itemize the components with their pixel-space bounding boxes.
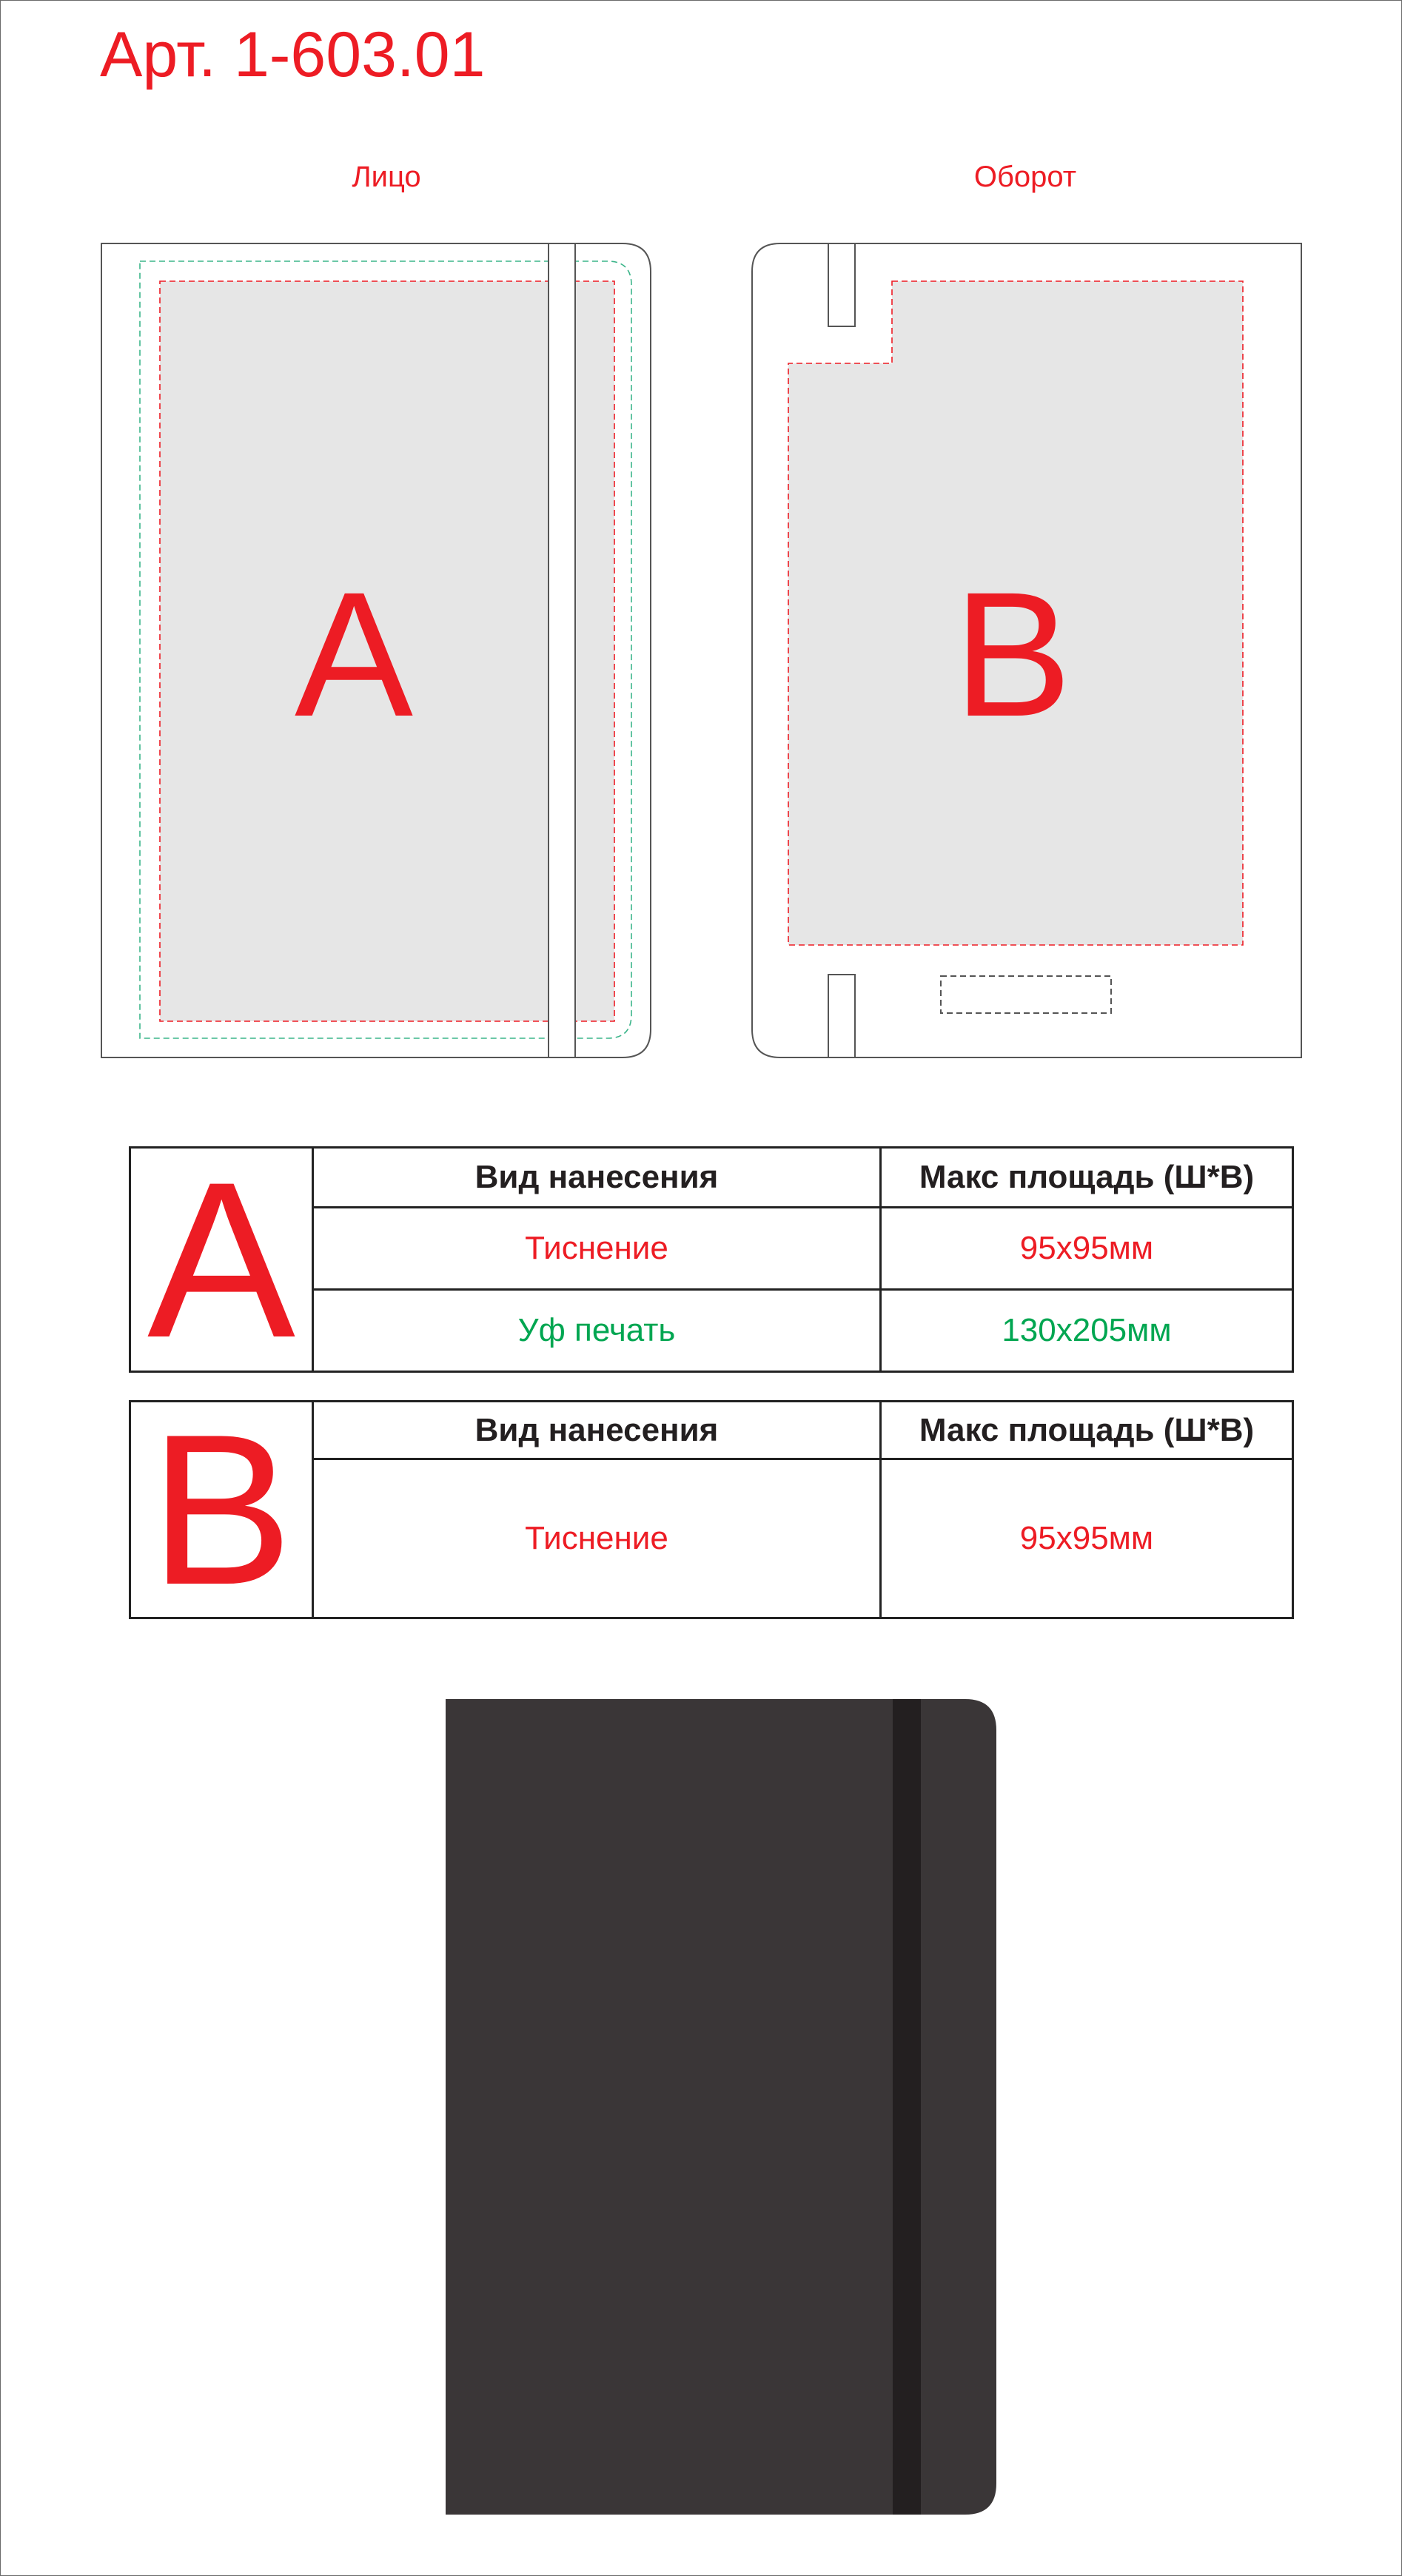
table-a-method-uv-print: Уф печать: [313, 1289, 881, 1371]
back-view-diagram: [751, 242, 1303, 1059]
front-zone-letter: A: [294, 555, 414, 753]
back-view-label: Оборот: [973, 161, 1077, 193]
front-view-label: Лицо: [352, 161, 421, 193]
back-zone-letter: B: [953, 555, 1073, 753]
table-a-area-embossing: 95х95мм: [881, 1207, 1293, 1289]
table-a-area-header: Макс площадь (Ш*В): [881, 1148, 1293, 1208]
table-b-area-embossing: 95х95мм: [881, 1459, 1293, 1618]
table-a-letter: A: [130, 1148, 313, 1372]
front-view-diagram: [100, 242, 652, 1059]
table-b-method-header: Вид нанесения: [313, 1402, 881, 1459]
notebook-product-image: [446, 1699, 998, 2520]
spec-table-b: [129, 1400, 1294, 1619]
table-b-letter: B: [130, 1402, 313, 1618]
table-b-method-embossing: Тиснение: [313, 1459, 881, 1618]
table-a-method-header: Вид нанесения: [313, 1148, 881, 1208]
article-title: Арт. 1-603.01: [100, 19, 486, 90]
table-a-area-uv-print: 130х205мм: [881, 1289, 1293, 1371]
table-a-method-embossing: Тиснение: [313, 1207, 881, 1289]
spec-table-a: [129, 1146, 1294, 1373]
table-b-area-header: Макс площадь (Ш*В): [881, 1402, 1293, 1459]
